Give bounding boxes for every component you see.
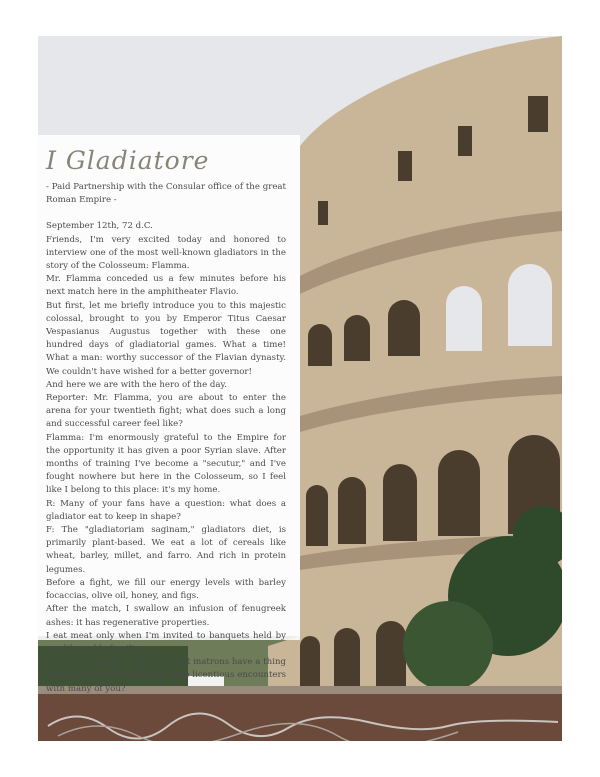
paragraph: F: The "gladiatoriam saginam," gladiators diet, is primarily plant-based. We eat a lot of cereals like wheat, barley, millet, and farro. And rich in protein legumes. — [46, 525, 286, 575]
paragraph: But first, let me briefly introduce you to this majestic colossal, brought to you by Emperor Titus Caesar Vespasianus Augustus together with these one hundred days of gladiatorial games. What a time! What a man: worthy successor of the Flavian dynasty. We couldn't have wished for a better governor! — [46, 300, 286, 377]
paragraph: R: Many of your fans have a question: what does a gladiator eat to keep in shape? — [46, 498, 286, 522]
paragraph: And here we are with the hero of the day. — [46, 379, 227, 390]
article-body — [46, 181, 286, 696]
paragraph: After the match, I swallow an infusion of fenugreek ashes: it has regenerative properties. — [46, 604, 286, 628]
article-title: I Gladiatore — [46, 146, 210, 175]
paragraph: Before a fight, we fill our energy levels with barley focaccias, olive oil, honey, and figs. — [46, 577, 286, 602]
paragraph-date: September 12th, 72 d.C. — [46, 221, 153, 232]
paragraph: Friends, I'm very excited today and honored to interview one of the most well-known gladiators in the story of the Colosseum: Flamma. — [46, 234, 286, 272]
paragraph: Mr. Flamma conceded us a few minutes before his next match here in the amphitheater Flavio. — [46, 274, 286, 298]
paragraph: Flamma: I'm enormously grateful to the Empire for the opportunity it has given a poor Syrian slave. After months of training I've become a "secutur," and I've fought nowhere but here in the Colosseum, so I feel like I belong to this place: it's my home. — [46, 432, 286, 496]
paragraph: I eat meat only when I'm invited to banquets held by wealthy noble families. — [46, 630, 286, 654]
paragraph: R: On the subject... it is true that matrons have a thing for gladiators and that they have licentious encounters with many of you? — [46, 657, 286, 694]
article-subtitle: - Paid Partnership with the Consular office of the great Roman Empire - — [46, 182, 286, 206]
paragraph: Reporter: Mr. Flamma, you are about to enter the arena for your twentieth fight; what does such a long and successful career feel like? — [46, 393, 286, 430]
